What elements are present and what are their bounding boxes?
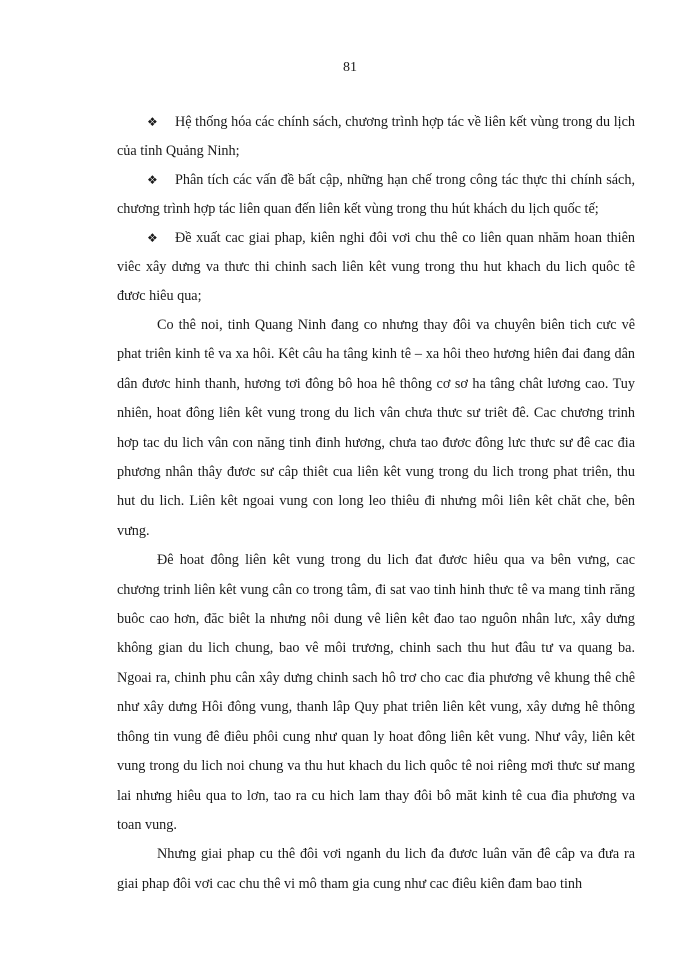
bullet-text: Hệ thống hóa các chính sách, chương trình hợp tác về liên kết vùng trong du lịch của tỉnh Quảng Ninh; [117, 114, 635, 159]
diamond-bullet-icon: ❖ [147, 231, 158, 245]
diamond-bullet-icon: ❖ [147, 173, 158, 187]
bullet-text: Đề xuất cac giai phap, kiên nghi đôi vơi chu thê co liên quan nhăm hoan thiên viêc xây dưng va thưc thi chinh sach liên kêt vung trong thu hut khach du lich quôc tê đươc hiêu qua; [117, 230, 635, 304]
body-paragraph: Nhưng giai phap cu thê đôi vơi nganh du lich đa đươc luân văn đê câp va đưa ra giai phap đôi vơi cac chu thê vi mô tham gia cung như cac điêu kiên đam bao tinh [117, 846, 635, 892]
bullet-item [117, 224, 635, 311]
bullet-item [117, 166, 635, 224]
bullet-item [117, 108, 635, 166]
page-body [117, 108, 635, 899]
page-number: 81 [343, 60, 357, 75]
body-paragraph: Co thê noi, tinh Quang Ninh đang co nhưng thay đôi va chuyên biên tich cưc vê phat triên kinh tê va xa hôi. Kêt câu ha tâng kinh tê – xa hôi theo hương hiên đai đang dân dân đươc hinh thanh, hương tơi đông bô hoa hê thông cơ sơ ha tâng chât lương cao. Tuy nhiên, hoat đông liên kêt vung trong du lich vân chưa thưc sư triêt đê. Cac chương trinh hơp tac du lich vân con năng tinh đinh hương, chưa tao đươc đông lưc thưc sư đê cac đia phương nhân thây đươc sư câp thiêt cua liên kêt vung trong du lich trong phat triên, thu hut du lich. Liên kêt ngoai vung con long leo thiêu đi nhưng môi liên kêt chăt che, bên vưng. [117, 317, 635, 539]
body-paragraph: Đê hoat đông liên kêt vung trong du lich đat đươc hiêu qua va bên vưng, cac chương trinh liên kêt vung cân co trong tâm, đi sat vao tinh hinh thưc tê va mang tinh răng buôc cao hơn, đăc biêt la nhưng nôi dung vê liên kêt đao tao nguôn nhân lưc, xây dưng không gian du lich chung, bao vê môi trương, chinh sach thu hut đâu tư va quang ba. Ngoai ra, chinh phu cân xây dưng chinh sach hô trơ cho cac đia phương vê khung thê chê như xây dưng Hôi đông vung, thanh lâp Quy phat triên liên kêt vung, xây dưng hê thông thông tin vung đê điêu phôi cung như quan ly hoat đông liên kêt vung. Như vây, liên kêt vung trong du lich noi chung va thu hut khach du lich quôc tê noi riêng mơi thưc sư mang lai nhưng hiêu qua to lơn, tao ra cu hich lam thay đôi bô măt kinh tê cua đia phương va toan vung. [117, 552, 635, 833]
bullet-text: Phân tích các vấn đề bất cập, những hạn chế trong công tác thực thi chính sách, chương trình hợp tác liên quan đến liên kết vùng trong thu hút khách du lịch quốc tế; [117, 172, 635, 217]
diamond-bullet-icon: ❖ [147, 115, 158, 129]
